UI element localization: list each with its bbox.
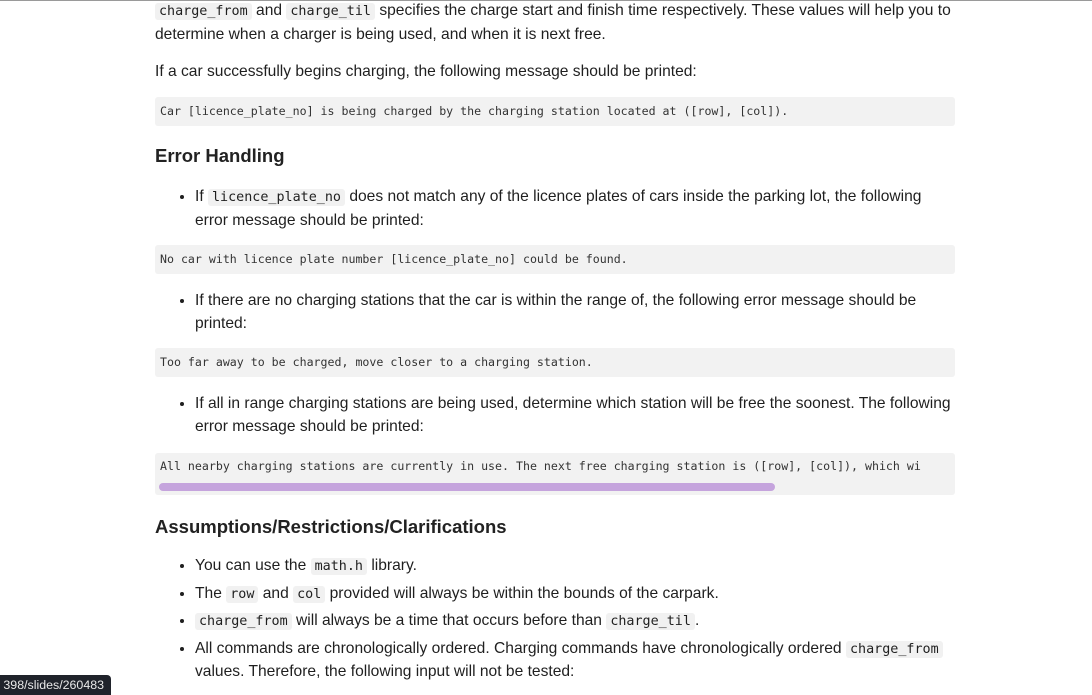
error-handling-heading: Error Handling [155, 145, 285, 166]
inline-code: charge_til [606, 613, 695, 630]
assumptions-heading: Assumptions/Restrictions/Clarifications [155, 516, 507, 537]
code-block-too-far: Too far away to be charged, move closer to a charging station. [155, 348, 955, 377]
status-url-badge [0, 675, 111, 695]
code-block-success: Car [licence_plate_no] is being charged by the charging station located at ([row], [col]). [155, 97, 955, 126]
list-item: • charge_from will always be a time that occurs before than charge_til . [195, 610, 955, 634]
inline-code: charge_from [846, 641, 943, 658]
list-item: • If there are no charging stations that the car is within the range of, the following error message should be printed: [195, 290, 955, 335]
code-text: All nearby charging stations are currently in use. The next free charging station is ([row], [col]), which wi [160, 459, 921, 473]
list-item: • If licence_plate_no does not match any of the licence plates of cars inside the parking lot, the following error message should be printed: [195, 186, 955, 232]
error-list-3 [155, 393, 955, 438]
inline-code: charge_til [286, 3, 375, 20]
code-block-not-found: No car with licence plate number [licence_plate_no] could be found. [155, 245, 955, 274]
inline-code: col [293, 586, 325, 603]
list-item: • The row and col provided will always be within the bounds of the carpark. [195, 583, 955, 607]
list-item: • All commands are chronologically ordered. Charging commands have chronologically ordered charge_from values. Therefore, the following input will not be tested: [195, 638, 955, 684]
success-paragraph: If a car successfully begins charging, the following message should be printed: [155, 63, 697, 80]
error-list-2 [155, 290, 955, 335]
horizontal-scrollbar-thumb[interactable] [159, 483, 775, 491]
error-list-1 [155, 186, 955, 232]
inline-code: charge_from [195, 613, 292, 630]
list-item: • You can use the math.h library. [195, 555, 955, 579]
inline-code: row [226, 586, 258, 603]
inline-code: charge_from [155, 3, 252, 20]
inline-code: math.h [311, 558, 367, 575]
assumptions-list [155, 555, 955, 684]
code-block-in-use [155, 453, 955, 495]
list-item: • If all in range charging stations are being used, determine which station will be free the soonest. The following error message should be printed: [195, 393, 955, 438]
inline-code: licence_plate_no [208, 189, 345, 206]
intro-paragraph: charge_from and charge_til specifies the charge start and finish time respectively. These values will help you to determine when a charger is being used, and when it is next free. [155, 2, 951, 43]
status-url-text: 398/slides/260483 [3, 678, 104, 692]
